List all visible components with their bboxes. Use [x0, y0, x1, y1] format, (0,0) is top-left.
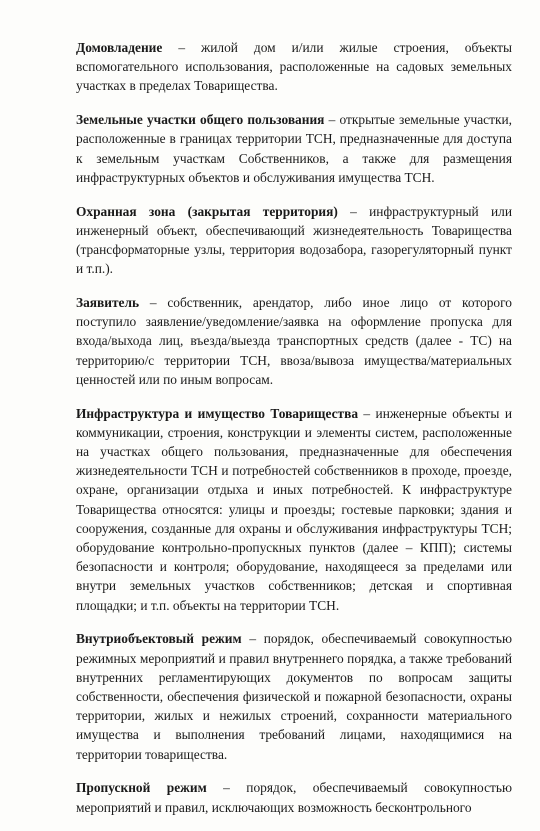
- definition-text: – инфраструктурный или инженерный объект, обеспечивающий жизнедеятельность Товарищества (трансформаторные узлы, территория водозабора, газорегуляторный пункт и т.п.).: [76, 203, 512, 277]
- term: Пропускной режим: [76, 780, 207, 796]
- definition-text: – порядок, обеспечиваемый совокупностью режимных мероприятий и правил внутреннего порядка, а также требований внутренних регламентирующих документов по вопросам защиты собственности, обеспечения физической и пожарной безопасности, охраны территории, жилых и нежилых строений, сохранности материального имущества и выполнения требований лицами, находящимися на территории товарищества.: [76, 631, 513, 762]
- term: Инфраструктура и имущество Товарищества: [76, 405, 359, 421]
- definition-entry-common-land: [76, 110, 512, 187]
- term: Домовладение: [76, 40, 163, 55]
- document-page: [76, 38, 512, 831]
- definition-entry-infrastructure: [76, 404, 512, 615]
- term: Заявитель: [76, 295, 140, 311]
- definition-text: – порядок, обеспечиваемый совокупностью мероприятий и правил, исключающих возможность бесконтрольного: [76, 780, 512, 815]
- definition-entry-homestead: [76, 38, 512, 96]
- definition-entry-internal-regime: [76, 629, 512, 763]
- term: Земельные участки общего пользования: [76, 112, 325, 128]
- definition-entry-applicant: [76, 293, 512, 389]
- definition-text: – инженерные объекты и коммуникации, строения, конструкции и элементы систем, расположенные на участках общего пользования, предназначенные для обеспечения жизнедеятельности ТСН и потребностей собственников в проходе, проезде, охране, организации отдыха и иных потребностей. К инфраструктуре Товарищества относятся: улицы и проезды; гостевые парковки; здания и сооружения, созданные для охраны и обслуживания инфраструктуры ТСН; оборудование контрольно-пропускных пунктов (далее – КПП); системы безопасности и контроля; оборудование, находящееся за пределами или внутри земельных участков собственников; детская и спортивная площадки; и т.п. объекты на территории ТСН.: [76, 405, 512, 613]
- term: Внутриобъектовый режим: [76, 631, 242, 647]
- definition-entry-protected-zone: [76, 202, 512, 279]
- definition-text: – жилой дом и/или жилые строения, объекты вспомогательного использования, расположенные на садовых земельных участках в пределах Товарищества.: [76, 40, 512, 94]
- definition-text: – открытые земельные участки, расположенные в границах территории ТСН, предназначенные для доступа к земельным участкам Собственников, а также для размещения инфраструктурных объектов и обслуживания имущества ТСН.: [76, 112, 512, 185]
- definition-text: – собственник, арендатор, либо иное лицо от которого поступило заявление/уведомление/заявка на оформление пропуска для входа/выхода лиц, въезда/выезда транспортных средств (далее - ТС) на территорию/с территории ТСН, ввоза/вывоза имущества/материальных ценностей или по иным вопросам.: [76, 295, 512, 387]
- definition-entry-access-regime: [76, 778, 512, 816]
- term: Охранная зона (закрытая территория): [76, 203, 338, 219]
